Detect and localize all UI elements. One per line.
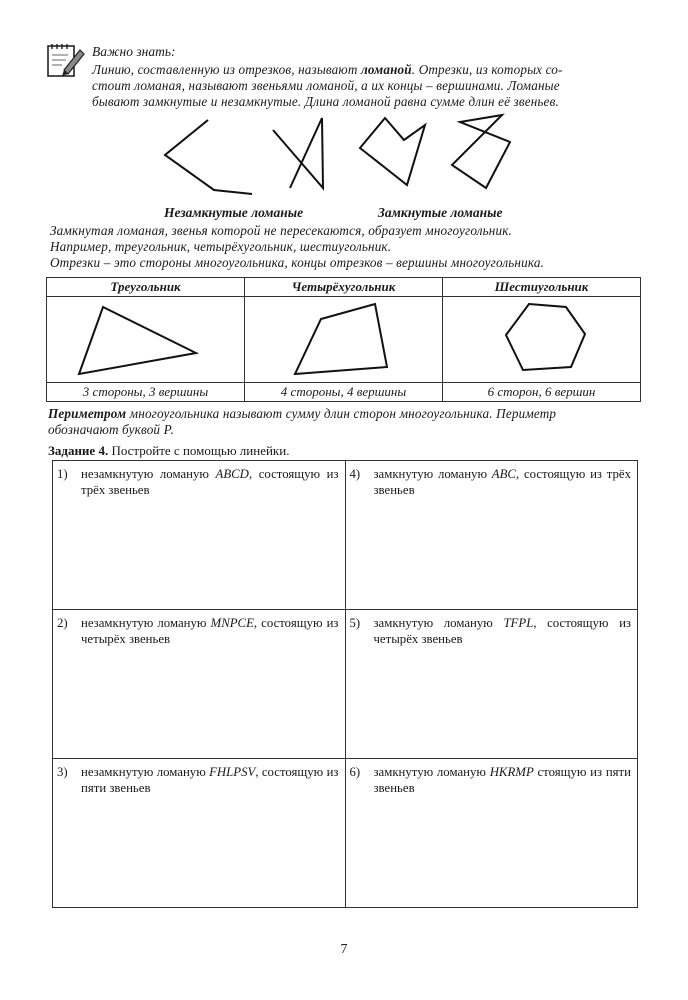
open-polyline-1 (165, 120, 252, 194)
triangle-cell (47, 297, 245, 383)
page-number: 7 (340, 942, 348, 957)
hexagon-figure (443, 297, 640, 377)
note-paragraph (92, 62, 640, 110)
task-text: незамкнутую ломаную MNPCE, состоящую из четырёх звеньев (81, 616, 339, 646)
task-cell-2[interactable] (53, 610, 346, 759)
task-cell-1[interactable] (53, 461, 346, 610)
header-triangle: Треугольник (47, 278, 245, 297)
polygon-text-line-2: Например, треугольник, четырёхугольник, шестиугольник. (50, 239, 392, 254)
task-number: 3) (57, 765, 68, 779)
open-polyline-2 (273, 118, 323, 188)
polygon-text-line-1: Замкнутая ломаная, звенья которой не пересекаются, образует многоугольник. (50, 223, 512, 238)
caption-hexagon: 6 сторон, 6 вершин (443, 383, 641, 402)
task-cell-3[interactable] (53, 759, 346, 908)
header-hexagon: Шестиугольник (443, 278, 641, 297)
closed-polyline-2 (452, 115, 510, 188)
polygon-text-line-3: Отрезки – это стороны многоугольника, концы отрезков – вершины многоугольника. (50, 255, 545, 270)
task-number: 5) (349, 616, 361, 630)
task-table (52, 460, 638, 908)
note-title: Важно знать: (92, 44, 176, 59)
task-number: 4) (349, 467, 361, 481)
triangle-figure (47, 297, 244, 377)
quadrilateral-cell (245, 297, 443, 383)
task-number: 2) (57, 616, 68, 630)
task-text: замкнутую ломаную TFPL, состоящую из четырёх звеньев (373, 616, 631, 646)
task-cell-6[interactable] (345, 759, 638, 908)
note-line-3: бывают замкнутые и незамкнутые. Длина ломаной равна сумме длин её звеньев. (92, 94, 559, 109)
closed-polylines-label: Замкнутые ломаные (378, 205, 503, 220)
term-lomanaya: ломаной (361, 62, 412, 77)
task-text: замкнутую ломаную ABC, состоящую из трёх звеньев (373, 467, 632, 497)
polygon-table (46, 277, 641, 402)
open-polylines-label: Незамкнутые ломаные (164, 205, 304, 220)
polyline-figures (150, 110, 530, 205)
task-cell-4[interactable] (345, 461, 638, 610)
task-title-text: Постройте с помощью линейки. (108, 443, 290, 458)
caption-triangle: 3 стороны, 3 вершины (47, 383, 245, 402)
header-quadrilateral: Четырёхугольник (245, 278, 443, 297)
polygon-definition (50, 223, 640, 271)
quadrilateral-figure (245, 297, 442, 377)
note-line-2: стоит ломаная, называют звеньями ломаной, а их концы – вершинами. Ломаные (92, 78, 560, 93)
perimeter-line-2: обозначают буквой Р. (48, 422, 174, 437)
note-line-1: Линию, составленную из отрезков, называют ломаной. Отрезки, из которых со- (92, 62, 563, 77)
task-cell-5[interactable] (345, 610, 638, 759)
caption-quadrilateral: 4 стороны, 4 вершины (245, 383, 443, 402)
term-perimeter: Периметром (48, 406, 127, 421)
task-title (48, 443, 289, 459)
task-number: 1) (57, 467, 68, 481)
task-text: незамкнутую ломаную FHLPSV, состоящую из пяти звеньев (81, 765, 339, 795)
perimeter-line-1: Периметром многоугольника называют сумму длин сторон многоугольника. Периметр (48, 406, 557, 421)
closed-polyline-1 (360, 118, 425, 185)
task-number: 6) (349, 765, 361, 779)
hexagon-cell (443, 297, 641, 383)
task-text: замкнутую ломаную HKRMP стоящую из пяти звеньев (373, 765, 631, 795)
task-title-number: Задание 4. (48, 443, 109, 458)
task-text: незамкнутую ломаную ABCD, состоящую из трёх звеньев (81, 467, 339, 497)
perimeter-definition (48, 406, 640, 438)
notebook-pencil-icon (44, 40, 86, 78)
